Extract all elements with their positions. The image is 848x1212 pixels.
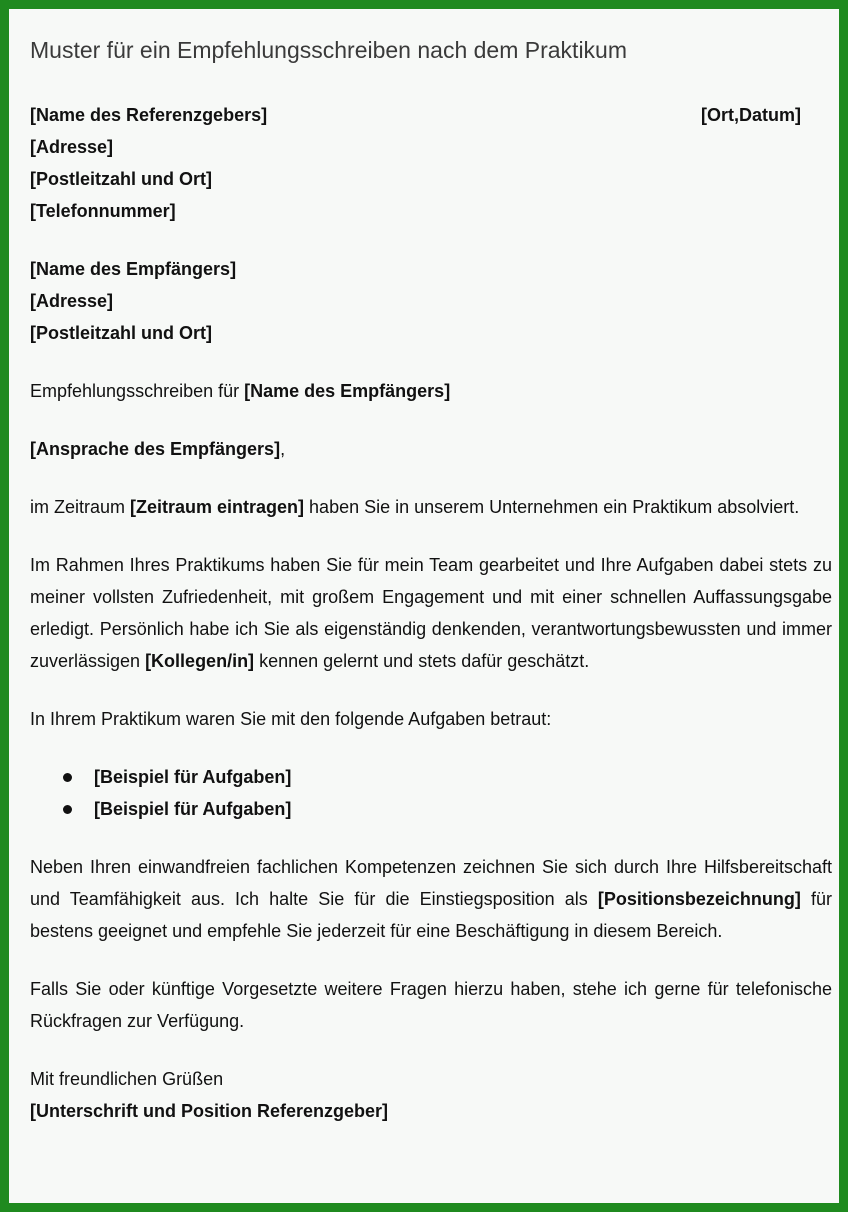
- sender-name: [Name des Referenzgebers]: [30, 105, 268, 125]
- paragraph-evaluation: [30, 549, 832, 677]
- paragraph-text: Im Rahmen Ihres Praktikums haben Sie für mein Team gearbeitet und Ihre Aufgaben dabei stets zu meiner vollsten Zufriedenheit, mit großem Engagement und mit einer schnellen Auffassungsgabe erledigt. Persönlich habe ich Sie als eigenständig denkenden, verantwortungsbewussten und immer zuverlässigen: [30, 555, 832, 671]
- list-item: [30, 793, 832, 825]
- salutation-placeholder: [Ansprache des Empfängers]: [30, 439, 281, 459]
- paragraph-contact: Falls Sie oder künftige Vorgesetzte weitere Fragen hierzu haben, stehe ich gerne für telefonische Rückfragen zur Verfügung.: [30, 979, 832, 1031]
- sender-zip-city: [Postleitzahl und Ort]: [30, 169, 212, 189]
- document-title: Muster für ein Empfehlungsschreiben nach dem Praktikum: [30, 37, 628, 63]
- paragraph-text: im Zeitraum: [30, 497, 131, 517]
- salutation-line: [30, 433, 832, 465]
- signature: [Unterschrift und Position Referenzgeber]: [30, 1101, 389, 1121]
- salutation-suffix: ,: [280, 439, 286, 459]
- spacer: [30, 1037, 832, 1063]
- sender-phone: [Telefonnummer]: [30, 201, 176, 221]
- list-item: [30, 761, 832, 793]
- sender-address: [Adresse]: [30, 137, 114, 157]
- recipient-address: [Adresse]: [30, 291, 114, 311]
- spacer: [30, 523, 832, 549]
- spacer: [30, 465, 832, 491]
- paragraph-text: Neben Ihren einwandfreien fachlichen Kompetenzen zeichnen Sie sich durch Ihre Hilfsbereitschaft und Teamfähigkeit aus. Ich halte Sie für die Einstiegsposition als: [30, 857, 832, 909]
- subject-placeholder: [Name des Empfängers]: [244, 381, 451, 401]
- colleague-placeholder: [Kollegen/in]: [145, 651, 255, 671]
- task-text: [Beispiel für Aufgaben]: [94, 767, 292, 787]
- task-text: [Beispiel für Aufgaben]: [94, 799, 292, 819]
- paragraph-tasks-intro: In Ihrem Praktikum waren Sie mit den folgende Aufgaben betraut:: [30, 709, 552, 729]
- spacer: [30, 349, 832, 375]
- spacer: [30, 677, 832, 703]
- spacer: [30, 735, 832, 761]
- subject-prefix: Empfehlungsschreiben für: [30, 381, 245, 401]
- bullet-icon: [63, 773, 72, 782]
- period-placeholder: [Zeitraum eintragen]: [130, 497, 305, 517]
- paragraph-text: für bestens geeignet und empfehle Sie jederzeit für eine Beschäftigung in diesem Bereich.: [30, 889, 832, 941]
- letter-body: [30, 99, 832, 1127]
- paragraph-text: haben Sie in unserem Unternehmen ein Praktikum absolviert.: [304, 497, 800, 517]
- paragraph-period: [30, 491, 832, 523]
- spacer: [30, 407, 832, 433]
- paragraph-competences: [30, 851, 832, 947]
- spacer: [30, 825, 832, 851]
- spacer: [30, 227, 832, 253]
- recipient-name: [Name des Empfängers]: [30, 259, 237, 279]
- recipient-zip-city: [Postleitzahl und Ort]: [30, 323, 212, 343]
- paragraph-text: kennen gelernt und stets dafür geschätzt.: [254, 651, 590, 671]
- closing: Mit freundlichen Grüßen: [30, 1069, 224, 1089]
- task-list: [30, 761, 832, 825]
- bullet-icon: [63, 805, 72, 814]
- sender-header-row: [30, 99, 832, 131]
- position-placeholder: [Positionsbezeichnung]: [597, 889, 801, 909]
- place-date: [Ort,Datum]: [701, 105, 801, 125]
- spacer: [30, 947, 832, 973]
- subject-line: [30, 375, 832, 407]
